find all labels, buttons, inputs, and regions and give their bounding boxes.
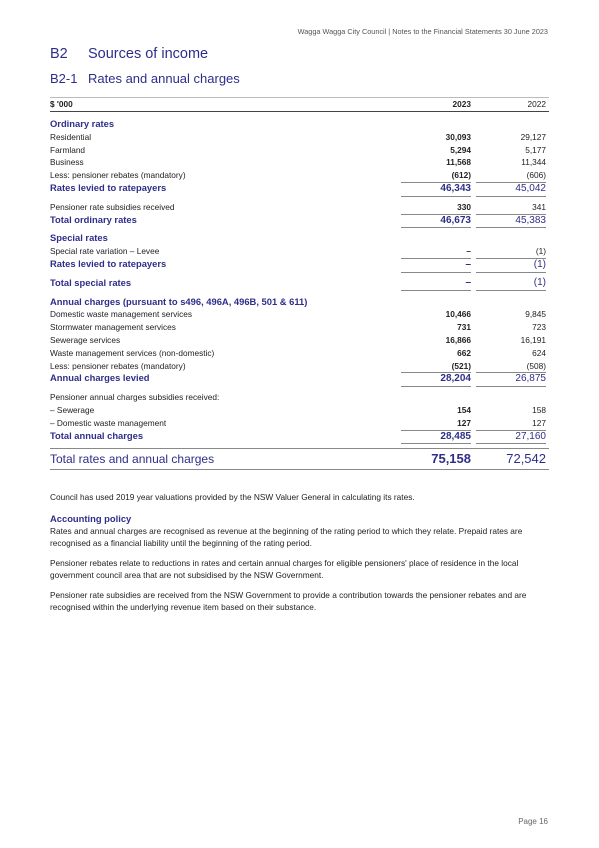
row-label: Sewerage services <box>50 334 121 345</box>
table-row <box>50 347 549 360</box>
table-row <box>50 201 549 214</box>
page-number: Page 16 <box>518 817 548 826</box>
value-prior: 5,177 <box>525 144 546 155</box>
section-title: Sources of income <box>88 46 209 62</box>
value-current: – <box>401 277 471 291</box>
total-row <box>50 430 549 443</box>
value-current: 330 <box>457 201 471 212</box>
table-row <box>50 404 549 417</box>
row-label: Pensioner annual charges subsidies received: <box>50 392 220 403</box>
row-label: Business <box>50 157 84 168</box>
value-prior: (1) <box>535 246 546 257</box>
table-row <box>50 144 549 157</box>
accounting-policy-title: Accounting policy <box>50 513 132 524</box>
value-current: 11,568 <box>446 157 471 168</box>
subsection-heading <box>50 71 240 86</box>
section-label: Annual charges (pursuant to s496, 496A, 496B, 501 & 611) <box>50 295 308 307</box>
row-label: Waste management services (non-domestic) <box>50 347 215 358</box>
grand-total-row <box>50 448 549 470</box>
section-number: B2 <box>50 46 68 62</box>
value-prior: (1) <box>476 258 546 273</box>
table-row <box>50 308 549 321</box>
value-prior: (508) <box>526 360 546 371</box>
table-row <box>50 169 549 182</box>
policy-paragraph: Rates and annual charges are recognised as revenue at the beginning of the rating period to which they relate. Prepaid rates are recognised as a financial liability until the beginning of the rating period. <box>50 526 523 548</box>
value-prior: 624 <box>532 347 546 358</box>
subtotal-row <box>50 182 549 195</box>
value-current: – <box>466 246 471 257</box>
value-current: (521) <box>451 360 471 371</box>
table-row <box>50 131 549 144</box>
value-current: 5,294 <box>450 144 471 155</box>
row-label: Rates levied to ratepayers <box>50 181 167 193</box>
table-row <box>50 245 549 258</box>
subsection-title: Rates and annual charges <box>88 71 240 86</box>
section-title-special-rates <box>50 232 549 245</box>
value-current: 154 <box>457 404 471 415</box>
year-current-header: 2023 <box>452 99 471 109</box>
value-current: 16,866 <box>445 334 471 345</box>
row-label: – Domestic waste management <box>50 417 167 428</box>
total-row <box>50 214 549 227</box>
value-prior: (1) <box>476 277 546 291</box>
section-title-annual-charges <box>50 296 549 309</box>
value-current: 46,343 <box>401 182 471 197</box>
row-label: – Sewerage <box>50 404 95 415</box>
row-label: Farmland <box>50 144 86 155</box>
value-prior: 16,191 <box>520 334 546 345</box>
running-header: Wagga Wagga City Council | Notes to the Financial Statements 30 June 2023 <box>297 27 548 36</box>
row-label: Special rate variation – Levee <box>50 246 160 257</box>
row-label: Pensioner rate subsidies received <box>50 201 175 212</box>
row-label: Less: pensioner rebates (mandatory) <box>50 360 186 371</box>
row-label: Total annual charges <box>50 429 144 441</box>
policy-paragraph: Pensioner rate subsidies are received from the NSW Government to provide a contribution towards the pensioner rebates and are recognised within the underlying revenue item based on their substance. <box>50 590 527 612</box>
value-current: – <box>401 258 471 273</box>
row-label: Total special rates <box>50 276 132 288</box>
table-row <box>50 321 549 334</box>
year-prior-header: 2022 <box>527 99 546 109</box>
value-prior: 29,127 <box>520 131 546 142</box>
row-label: Less: pensioner rebates (mandatory) <box>50 170 186 181</box>
value-prior: 27,160 <box>476 430 546 445</box>
value-current: 731 <box>457 322 471 333</box>
value-prior: 9,845 <box>525 309 546 320</box>
subtotal-row <box>50 258 549 271</box>
table-header-row <box>50 97 549 112</box>
total-row <box>50 277 549 290</box>
value-prior: (606) <box>526 170 546 181</box>
value-prior: 158 <box>532 404 546 415</box>
table-row <box>50 156 549 169</box>
value-prior: 72,542 <box>506 451 546 467</box>
value-current: 662 <box>457 347 471 358</box>
value-prior: 26,875 <box>476 372 546 387</box>
rates-table <box>50 97 549 470</box>
value-prior: 45,383 <box>476 214 546 229</box>
value-current: 75,158 <box>431 451 471 467</box>
section-heading <box>50 46 208 62</box>
value-prior: 723 <box>532 322 546 333</box>
row-label: Domestic waste management services <box>50 309 193 320</box>
value-current: (612) <box>451 170 471 181</box>
value-current: 10,466 <box>445 309 471 320</box>
value-current: 46,673 <box>401 214 471 229</box>
subtotal-row <box>50 372 549 385</box>
section-label: Special rates <box>50 232 108 244</box>
value-prior: 341 <box>532 201 546 212</box>
unit-label: $ '000 <box>50 99 73 109</box>
value-current: 28,485 <box>401 430 471 445</box>
row-label: Annual charges levied <box>50 372 150 384</box>
section-title-ordinary-rates <box>50 118 549 131</box>
section-label: Ordinary rates <box>50 118 115 129</box>
value-prior: 127 <box>532 417 546 428</box>
row-label: Residential <box>50 131 92 142</box>
table-row <box>50 417 549 430</box>
row-label: Rates levied to ratepayers <box>50 257 167 269</box>
subsidies-heading-row <box>50 391 549 404</box>
row-label: Total ordinary rates <box>50 213 137 225</box>
value-current: 28,204 <box>401 372 471 387</box>
subsection-number: B2-1 <box>50 71 78 86</box>
value-current: 30,093 <box>445 131 471 142</box>
table-row <box>50 334 549 347</box>
value-current: 127 <box>457 417 471 428</box>
row-label: Total rates and annual charges <box>50 452 215 467</box>
table-row <box>50 360 549 373</box>
valuation-note: Council has used 2019 year valuations provided by the NSW Valuer General in calculating its rates. <box>50 492 415 502</box>
value-prior: 45,042 <box>476 182 546 197</box>
policy-paragraph: Pensioner rebates relate to reductions in rates and certain annual charges for eligible pensioners' place of residence in the local government council area that are not subsidised by the NSW Government. <box>50 558 519 580</box>
row-label: Stormwater management services <box>50 322 176 333</box>
value-prior: 11,344 <box>521 157 546 168</box>
